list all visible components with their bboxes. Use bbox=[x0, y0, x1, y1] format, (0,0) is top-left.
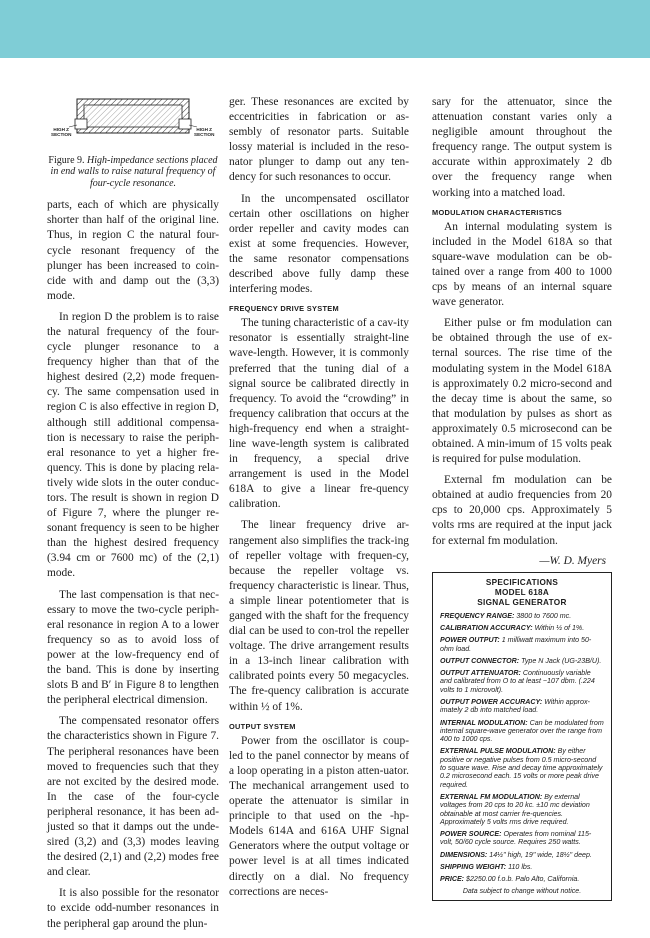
paragraph: parts, each of which are physically shorter than half of the original line. Thus, in region C the natural four-cycle resonant frequency of the plunger has been increased to coin-cide with and damp out the (3,3) mode. bbox=[47, 199, 219, 302]
spec-item: DIMENSIONS: 14½" high, 19" wide, 18½" deep. bbox=[440, 850, 592, 859]
spec-item: OUTPUT POWER ACCURACY: Within approx-imately 2 db into matched load. bbox=[440, 698, 590, 715]
spec-item: EXTERNAL FM MODULATION: By external voltages from 20 cps to 20 kc. ±10 mc deviation obtainable at most carrier fre-quencies. Approximately 5 volts rms drive required. bbox=[440, 792, 590, 826]
paragraph: In the uncompensated oscillator certain other oscillations on higher order repeller and cavity modes can exist at some frequencies. However, the same resonator compensations described above fully damp these interfering modes. bbox=[229, 192, 409, 296]
paragraph: Power from the oscillator is coup-led to the panel connector by means of a loop operating in a piston atten-uator. The mechanical arrangement used to operate the attenuator is similar in principle to that used on the -hp- Models 614A and 616A UHF Signal Generators where the output voltage or power level is at all times indicated directly on a dial. No frequency corrections are neces- bbox=[229, 734, 409, 898]
spec-item: INTERNAL MODULATION: Can be modulated from internal square-wave generator over the range from 400 to 1000 cps. bbox=[440, 718, 604, 744]
paragraph: The compensated resonator offers the characteristics shown in Figure 7. The peripheral resonances have been moved to frequencies such that they are not excited by the desired mode. In the case of the four-cycle peripheral resonance, it has been ad-justed so that it damps out the unde-sired (3,2) and (3,3) modes leaving the desired (2,1) and (2,2) modes free and clear. bbox=[47, 715, 219, 879]
section-heading-modulation: MODULATION CHARACTERISTICS bbox=[432, 207, 563, 217]
spec-item: EXTERNAL PULSE MODULATION: By either positive or negative pulses from 0.5 micro-second to square wave. Rise and decay time approximately 0.2 microsecond each. 15 volts or more peak drive required. bbox=[440, 747, 603, 789]
paragraph: ger. These resonances are excited by eccentricities in fabrication or as-sembly of resonator parts. Suitable lossy material is included in the reso-nator plunger to damp out any ten-dency for such resonances to occur. bbox=[229, 96, 409, 184]
specifications-box bbox=[432, 572, 612, 901]
figure-9 bbox=[47, 95, 219, 149]
paragraph: The tuning characteristic of a cav-ity resonator is essentially straight-line wave-length. However, it is commonly preferred that the tuning dial of a signal source be calibrated directly in frequency. To avoid the “crowding” in frequency calibration that occurs at the high-frequency end when a straight-line wave-length system is calibrated in frequency, a special drive arrangement is used in the Model 618A to give a linear fre-quency calibration. bbox=[229, 317, 409, 511]
paragraph: The last compensation is that nec-essary to move the two-cycle periph-eral resonance in region A to a lower frequency so as to avoid loss of power at the low-frequency end of the band. This is done by inserting slots B and B′ in Figure 8 to lengthen the peripheral electrical dimension. bbox=[47, 588, 219, 707]
spec-note: Data subject to change without notice. bbox=[462, 887, 582, 895]
spec-item: OUTPUT ATTENUATOR: Continuously variable and calibrated from O to at least −107 dbm. (.224 volts to 1 microvolt). bbox=[440, 669, 595, 694]
paragraph: The linear frequency drive ar-rangement also simplifies the track-ing of repeller voltage with frequen-cy, because the repeller voltage vs. frequency characteristic is linear. Thus, a simple linear potentiometer that is ganged with the shaft for the frequency dial can be used to con-trol the repeller voltage. The drive arrangement results in a 13-inch linear calibration with calibrated points every 50 megacycles. The fre-quency calibration is accurate within ½ of 1%. bbox=[229, 519, 409, 713]
author-signature: —W. D. Myers bbox=[539, 554, 606, 567]
column-3 bbox=[432, 95, 612, 901]
section-heading-frequency-drive: FREQUENCY DRIVE SYSTEM bbox=[229, 304, 339, 314]
spec-item: OUTPUT CONNECTOR: Type N Jack (UG-23B/U). bbox=[440, 656, 602, 665]
spec-product: SIGNAL GENERATOR bbox=[477, 597, 567, 607]
paragraph: In region D the problem is to raise the natural frequency of the four-cycle plunger resonance to a frequency higher than that of the highest desired (2,2) mode frequen-cy. The same compensation used in region C is also effective in region D, although still additional compensa-tion is necessary to raise the periph-eral resonance to yet a higher fre-quency. This is done by placing rela-tively wide slots in the outer conduc-tors. The result is shown in region D of Figure 7, where the plunger re-sonant frequency is seen to be higher than the highest desired frequency (3.94 cm or 7600 mc) of the (2,1) mode. bbox=[47, 310, 219, 580]
figure-label-right: HIGH Z SECTION bbox=[194, 127, 215, 138]
paragraph: Either pulse or fm modulation can be obtained through the use of ex-ternal sources. The rise time of the modulating system in the Model 618A is approximately 0.2 micro-second and the decay time is about the same, so that modulation by pulses as short as approximately 0.5 microsecond can be obtained. A min-imum of 15 volts peak is required for pulse modulation. bbox=[432, 317, 612, 466]
paragraph: An internal modulating system is included in the Model 618A so that square-wave modulation can be ob-tained over a range from 400 to 1000 cps by means of an internal square wave generator. bbox=[432, 220, 612, 309]
spec-item: POWER SOURCE: Operates from nominal 115-volt, 50/60 cycle source. Requires 250 watts. bbox=[440, 830, 592, 847]
column-2 bbox=[229, 95, 409, 906]
figure-caption bbox=[47, 155, 219, 189]
top-color-band bbox=[0, 0, 650, 58]
paragraph: External fm modulation can be obtained at audio frequencies from 20 cps to 20,000 cps. Approximately 5 volts rms are required at the input jack for external fm modulation. bbox=[432, 474, 612, 547]
spec-item: FREQUENCY RANGE: 3800 to 7600 mc. bbox=[440, 611, 572, 620]
paragraph: sary for the attenuator, since the attenuation constant varies only a negligible amount throughout the frequency range. The output system is accurate within approximately 2 db over the frequency range when working into a matched load. bbox=[432, 96, 612, 199]
spec-title: SPECIFICATIONS bbox=[485, 577, 559, 587]
figure-9-drawing bbox=[47, 95, 219, 149]
spec-model: MODEL 618A bbox=[494, 587, 550, 597]
figure-number: Figure 9. bbox=[48, 155, 85, 166]
paragraph: It is also possible for the resonator to excide odd-number resonances in the peripheral gap around the plun- bbox=[47, 887, 219, 930]
spec-item: CALIBRATION ACCURACY: Within ½ of 1%. bbox=[440, 623, 585, 632]
figure-label-left: HIGH Z SECTION bbox=[51, 127, 72, 138]
column-1 bbox=[47, 95, 219, 938]
spec-item: POWER OUTPUT: 1 milliwatt maximum into 50-ohm load. bbox=[440, 636, 592, 653]
spec-item: SHIPPING WEIGHT: 110 lbs. bbox=[440, 863, 533, 872]
section-heading-output: OUTPUT SYSTEM bbox=[229, 721, 296, 731]
figure-caption-text: High-impedance sections placed in end walls to raise natural frequency of four-cycle resonance. bbox=[50, 155, 218, 189]
spec-item: PRICE: $2250.00 f.o.b. Palo Alto, California. bbox=[440, 875, 580, 884]
